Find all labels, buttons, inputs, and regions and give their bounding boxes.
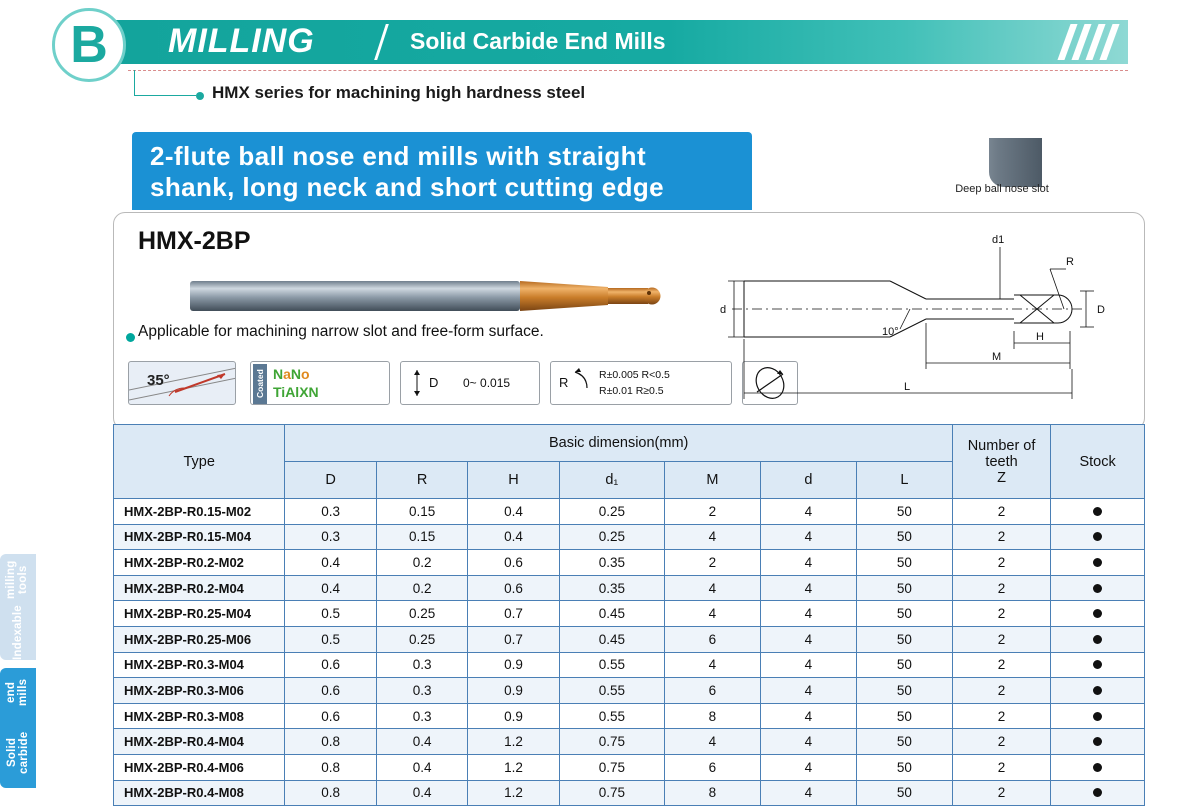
cell-stock [1051, 601, 1145, 627]
cell-H: 0.4 [468, 499, 559, 525]
cell-Z: 2 [952, 601, 1050, 627]
cell-Z: 2 [952, 780, 1050, 806]
table-row[interactable] [114, 652, 1145, 678]
cell-H: 0.4 [468, 524, 559, 550]
bullet-icon [126, 333, 135, 342]
table-row[interactable] [114, 550, 1145, 576]
cell-type: HMX-2BP-R0.25-M04 [114, 601, 285, 627]
col-header-d: d [760, 462, 856, 499]
cell-d1: 0.35 [559, 550, 664, 576]
technical-drawing [714, 229, 1134, 419]
cell-R: 0.3 [376, 652, 467, 678]
cell-M: 6 [664, 626, 760, 652]
cell-type: HMX-2BP-R0.4-M06 [114, 754, 285, 780]
cell-Z: 2 [952, 524, 1050, 550]
table-row[interactable] [114, 601, 1145, 627]
cell-D: 0.4 [285, 575, 376, 601]
cell-D: 0.4 [285, 550, 376, 576]
cell-stock [1051, 575, 1145, 601]
cell-d: 4 [760, 678, 856, 704]
cell-L: 50 [856, 575, 952, 601]
cell-Z: 2 [952, 626, 1050, 652]
cell-M: 4 [664, 729, 760, 755]
sidebar-tab-solid-carbide-end-mills[interactable] [0, 668, 36, 788]
col-header-H: H [468, 462, 559, 499]
cell-stock [1051, 550, 1145, 576]
radius-tolerance-line-1: R±0.005 R<0.5 [599, 369, 670, 381]
label-M: M [992, 351, 1002, 363]
cell-d: 4 [760, 601, 856, 627]
label-D-major: D [1097, 304, 1105, 316]
cell-type: HMX-2BP-R0.3-M08 [114, 703, 285, 729]
cell-d1: 0.25 [559, 524, 664, 550]
label-R: R [1066, 256, 1074, 268]
cell-Z: 2 [952, 703, 1050, 729]
slot-illustration-caption: Deep ball nose slot [955, 183, 1049, 195]
cell-R: 0.4 [376, 780, 467, 806]
diameter-tolerance-icon [400, 361, 540, 405]
stock-available-icon [1093, 763, 1102, 772]
label-L: L [904, 381, 911, 393]
stock-available-icon [1093, 712, 1102, 721]
col-header-R: R [376, 462, 467, 499]
label-H: H [1036, 331, 1044, 343]
cell-D: 0.3 [285, 499, 376, 525]
cell-d1: 0.75 [559, 729, 664, 755]
stock-available-icon [1093, 635, 1102, 644]
product-title-panel [132, 132, 752, 210]
cell-M: 4 [664, 575, 760, 601]
cell-type: HMX-2BP-R0.4-M08 [114, 780, 285, 806]
col-header-M: M [664, 462, 760, 499]
table-row[interactable] [114, 729, 1145, 755]
cell-d: 4 [760, 703, 856, 729]
cell-R: 0.4 [376, 754, 467, 780]
cell-M: 2 [664, 499, 760, 525]
cell-Z: 2 [952, 575, 1050, 601]
cell-stock [1051, 780, 1145, 806]
cell-Z: 2 [952, 652, 1050, 678]
application-note: Applicable for machining narrow slot and free-form surface. [138, 323, 544, 340]
cell-Z: 2 [952, 499, 1050, 525]
cell-H: 1.2 [468, 729, 559, 755]
cell-d1: 0.45 [559, 626, 664, 652]
cell-H: 0.9 [468, 678, 559, 704]
label-angle: 10° [882, 326, 899, 338]
cell-R: 0.25 [376, 601, 467, 627]
cell-stock [1051, 652, 1145, 678]
cell-L: 50 [856, 729, 952, 755]
cell-D: 0.5 [285, 601, 376, 627]
cell-type: HMX-2BP-R0.25-M06 [114, 626, 285, 652]
end-mill-photo [190, 275, 670, 321]
cell-d1: 0.35 [559, 575, 664, 601]
sidebar-tab-solid-label-2: end mills [5, 678, 29, 707]
sidebar-tab-indexable-milling-tools[interactable] [0, 554, 36, 660]
cell-Z: 2 [952, 729, 1050, 755]
specification-table [113, 424, 1145, 806]
cell-R: 0.2 [376, 575, 467, 601]
cell-d1: 0.55 [559, 678, 664, 704]
cell-L: 50 [856, 780, 952, 806]
cell-stock [1051, 703, 1145, 729]
page-header [0, 0, 1188, 102]
cell-R: 0.25 [376, 626, 467, 652]
col-header-basic-dimension: Basic dimension(mm) [285, 425, 952, 462]
cell-stock [1051, 678, 1145, 704]
cell-Z: 2 [952, 678, 1050, 704]
col-header-stock: Stock [1051, 425, 1145, 499]
col-header-type: Type [114, 425, 285, 499]
cell-H: 0.6 [468, 575, 559, 601]
teeth-line-3: Z [997, 469, 1006, 486]
cell-type: HMX-2BP-R0.3-M06 [114, 678, 285, 704]
cell-stock [1051, 524, 1145, 550]
cell-M: 6 [664, 754, 760, 780]
note-bullet-icon [196, 92, 204, 100]
cell-R: 0.15 [376, 499, 467, 525]
table-row[interactable] [114, 703, 1145, 729]
cell-R: 0.4 [376, 729, 467, 755]
cell-d1: 0.55 [559, 652, 664, 678]
cell-d: 4 [760, 499, 856, 525]
header-stripes-icon [1064, 24, 1126, 60]
cell-M: 2 [664, 550, 760, 576]
cell-D: 0.8 [285, 729, 376, 755]
cell-d1: 0.45 [559, 601, 664, 627]
stock-available-icon [1093, 686, 1102, 695]
teeth-line-1: Number of [967, 437, 1036, 454]
coating-name-2: TiAlXN [273, 384, 319, 400]
diameter-tolerance-value: 0~ 0.015 [463, 376, 511, 390]
cell-R: 0.15 [376, 524, 467, 550]
cell-H: 0.9 [468, 703, 559, 729]
sidebar-tab-indexable-label-1: Indexable [12, 605, 24, 660]
col-header-teeth [952, 425, 1050, 499]
radius-tolerance-icon [550, 361, 732, 405]
cell-H: 0.6 [468, 550, 559, 576]
cell-type: HMX-2BP-R0.3-M04 [114, 652, 285, 678]
cell-d: 4 [760, 652, 856, 678]
cell-d1: 0.75 [559, 780, 664, 806]
series-note: HMX series for machining high hardness steel [212, 83, 586, 102]
cell-d: 4 [760, 780, 856, 806]
cell-L: 50 [856, 703, 952, 729]
cell-M: 4 [664, 652, 760, 678]
stock-available-icon [1093, 737, 1102, 746]
table-row[interactable] [114, 678, 1145, 704]
page-subtitle: Solid Carbide End Mills [410, 28, 666, 54]
cell-L: 50 [856, 601, 952, 627]
cell-stock [1051, 754, 1145, 780]
cell-d: 4 [760, 754, 856, 780]
cell-M: 6 [664, 678, 760, 704]
cell-L: 50 [856, 754, 952, 780]
coating-name-1: NaNo [273, 366, 310, 382]
table-row[interactable] [114, 626, 1145, 652]
stock-available-icon [1093, 584, 1102, 593]
table-row[interactable] [114, 499, 1145, 525]
cell-Z: 2 [952, 550, 1050, 576]
cell-D: 0.8 [285, 754, 376, 780]
cell-D: 0.3 [285, 524, 376, 550]
cell-H: 1.2 [468, 780, 559, 806]
cell-D: 0.6 [285, 678, 376, 704]
stock-available-icon [1093, 507, 1102, 516]
cell-R: 0.3 [376, 678, 467, 704]
coated-label: Coated [253, 364, 267, 404]
cell-L: 50 [856, 626, 952, 652]
header-dashed-divider [128, 70, 1128, 71]
cell-type: HMX-2BP-R0.4-M04 [114, 729, 285, 755]
cell-d1: 0.55 [559, 703, 664, 729]
cell-d: 4 [760, 729, 856, 755]
cell-H: 0.9 [468, 652, 559, 678]
stock-available-icon [1093, 609, 1102, 618]
teeth-line-2: teeth [985, 453, 1018, 470]
label-d: d [720, 304, 727, 316]
col-header-L: L [856, 462, 952, 499]
cell-H: 0.7 [468, 601, 559, 627]
cell-D: 0.5 [285, 626, 376, 652]
cell-R: 0.2 [376, 550, 467, 576]
stock-available-icon [1093, 788, 1102, 797]
cell-stock [1051, 499, 1145, 525]
cell-D: 0.6 [285, 703, 376, 729]
section-letter: B [70, 16, 108, 74]
cell-L: 50 [856, 524, 952, 550]
table-row[interactable] [114, 575, 1145, 601]
cell-type: HMX-2BP-R0.2-M02 [114, 550, 285, 576]
cell-M: 8 [664, 703, 760, 729]
diameter-symbol: D [429, 375, 439, 390]
cell-d: 4 [760, 524, 856, 550]
cell-stock [1051, 626, 1145, 652]
col-header-D: D [285, 462, 376, 499]
cell-type: HMX-2BP-R0.15-M04 [114, 524, 285, 550]
coating-icon [250, 361, 390, 405]
cell-Z: 2 [952, 754, 1050, 780]
cell-M: 4 [664, 601, 760, 627]
table-row[interactable] [114, 754, 1145, 780]
helix-angle-value: 35° [147, 372, 170, 389]
sidebar-tab-solid-label-1: Solid carbide [6, 731, 30, 774]
page-title: MILLING [168, 22, 315, 60]
table-row[interactable] [114, 780, 1145, 806]
cell-d: 4 [760, 626, 856, 652]
product-title-text: 2-flute ball nose end mills with straight shank, long neck and short cutting edge [150, 141, 664, 202]
product-card [113, 212, 1145, 430]
col-header-d1: d₁ [559, 462, 664, 499]
cell-H: 1.2 [468, 754, 559, 780]
cell-M: 4 [664, 524, 760, 550]
cell-d1: 0.25 [559, 499, 664, 525]
note-connector-line [134, 70, 196, 96]
stock-available-icon [1093, 532, 1102, 541]
stock-available-icon [1093, 558, 1102, 567]
cell-d: 4 [760, 575, 856, 601]
helix-angle-icon [128, 361, 236, 405]
cell-d1: 0.75 [559, 754, 664, 780]
product-code: HMX-2BP [138, 227, 251, 255]
table-row[interactable] [114, 524, 1145, 550]
label-d1: d1 [992, 234, 1005, 246]
sidebar-tab-indexable-label-2: milling tools [5, 560, 29, 599]
cell-R: 0.3 [376, 703, 467, 729]
radius-symbol: R [559, 375, 569, 390]
cell-H: 0.7 [468, 626, 559, 652]
cell-L: 50 [856, 499, 952, 525]
cell-L: 50 [856, 550, 952, 576]
cell-D: 0.8 [285, 780, 376, 806]
cell-M: 8 [664, 780, 760, 806]
radius-tolerance-line-2: R±0.01 R≥0.5 [599, 385, 664, 397]
cell-L: 50 [856, 652, 952, 678]
cell-d: 4 [760, 550, 856, 576]
cell-type: HMX-2BP-R0.15-M02 [114, 499, 285, 525]
cell-stock [1051, 729, 1145, 755]
cell-L: 50 [856, 678, 952, 704]
cell-D: 0.6 [285, 652, 376, 678]
stock-available-icon [1093, 660, 1102, 669]
cell-type: HMX-2BP-R0.2-M04 [114, 575, 285, 601]
